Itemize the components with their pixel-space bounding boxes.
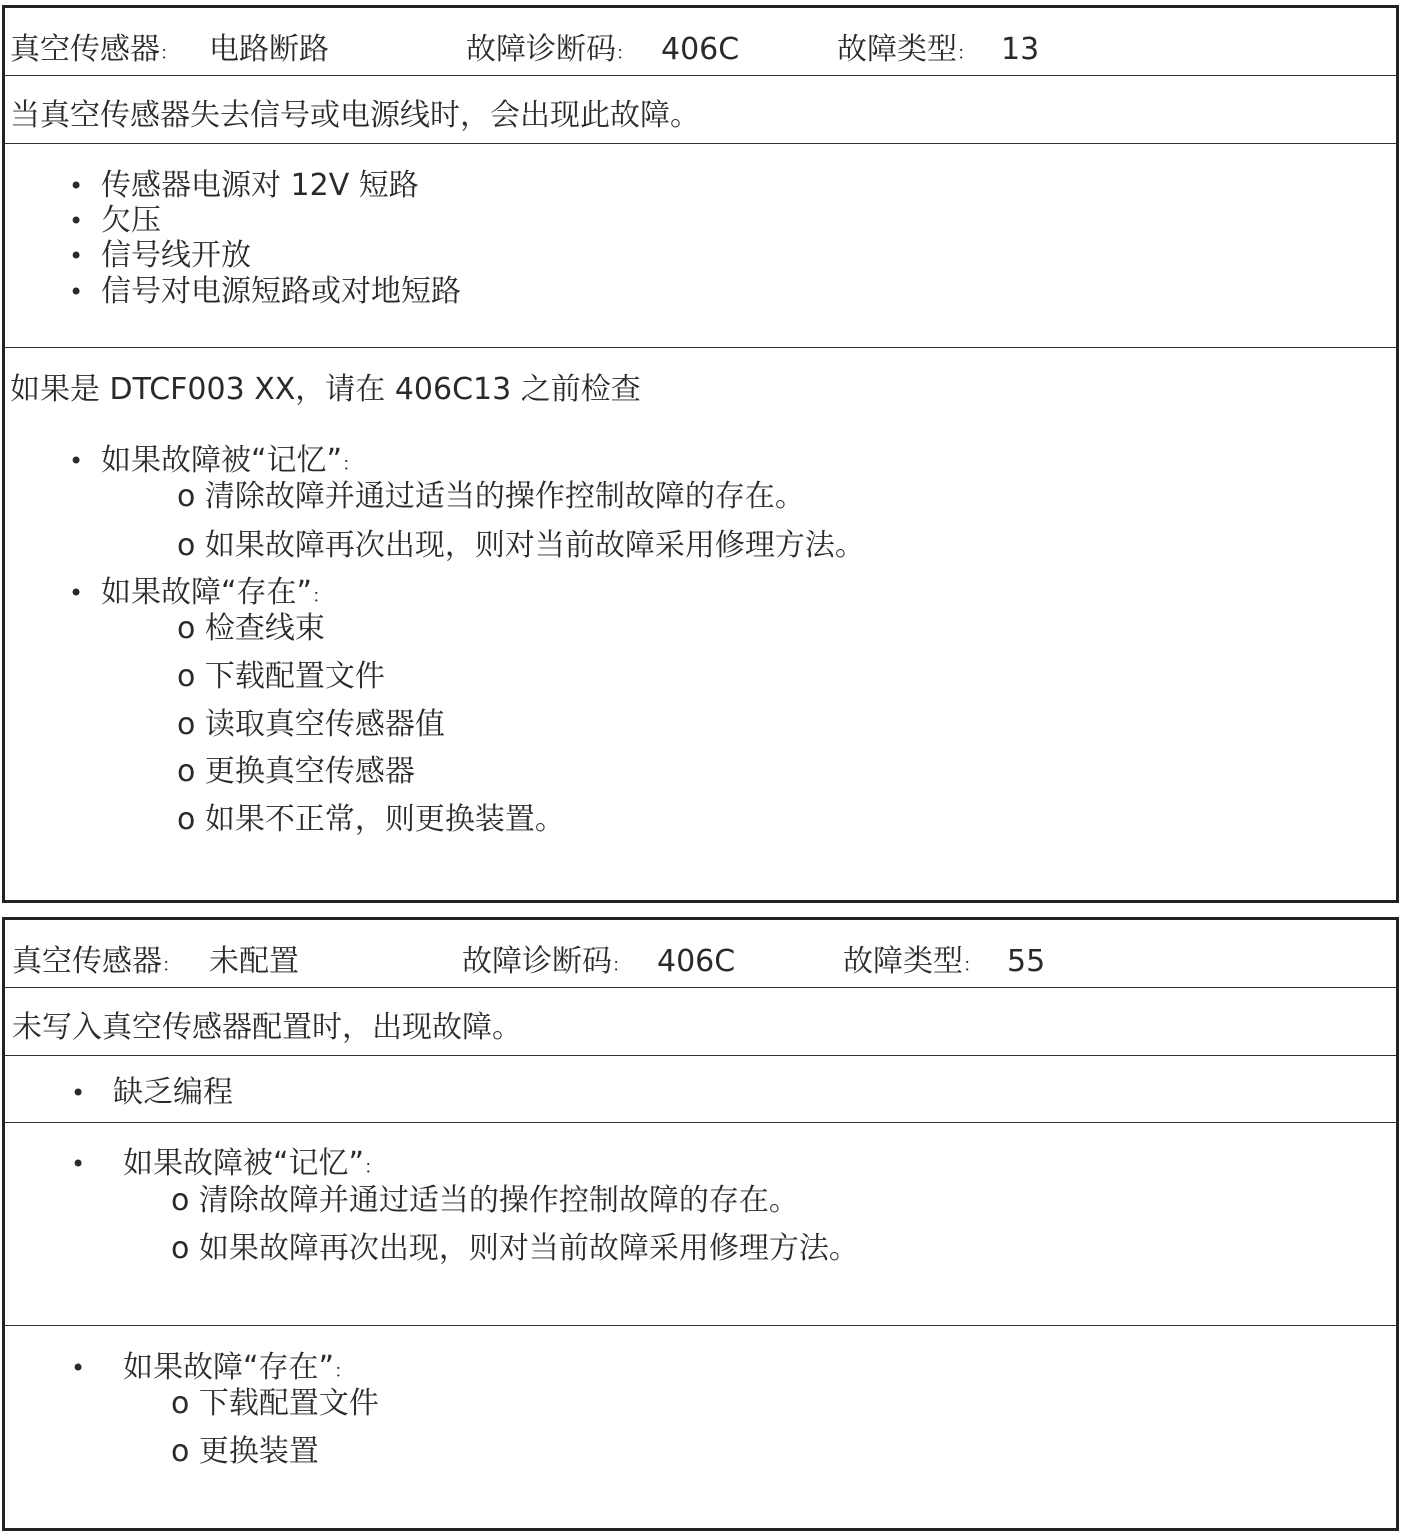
sensor-label: 真空传感器：	[12, 944, 180, 979]
code-value: 406C	[657, 944, 736, 979]
cause-list	[5, 1056, 1396, 1123]
bullet-icon: •	[69, 172, 84, 200]
bullet-icon: •	[71, 1079, 86, 1107]
fault-card-open-circuit	[2, 5, 1399, 903]
sensor-value: 电路断路	[209, 32, 329, 67]
step-item: o 清除故障并通过适当的操作控制故障的存在。	[177, 479, 805, 514]
list-item: 信号线开放	[101, 238, 251, 273]
memorized-label: 如果故障被“记忆”：	[123, 1146, 383, 1181]
code-label: 故障诊断码：	[466, 32, 634, 67]
bullet-icon: •	[69, 447, 84, 475]
fault-card-not-configured	[2, 917, 1399, 1531]
fault-header	[5, 920, 1396, 988]
step-item: o 检查线束	[177, 611, 325, 646]
step-item: o 如果不正常，则更换装置。	[177, 802, 565, 837]
step-item: o 如果故障再次出现，则对当前故障采用修理方法。	[171, 1231, 859, 1266]
bullet-icon: •	[69, 242, 84, 270]
description-text: 当真空传感器失去信号或电源线时，会出现此故障。	[10, 98, 700, 133]
step-item: o 如果故障再次出现，则对当前故障采用修理方法。	[177, 528, 865, 563]
list-item: 传感器电源对 12V 短路	[101, 168, 419, 203]
code-value: 406C	[661, 32, 740, 67]
type-label: 故障类型：	[843, 944, 981, 979]
type-value: 55	[1007, 944, 1046, 979]
list-item: 信号对电源短路或对地短路	[101, 274, 461, 309]
check-procedure	[5, 348, 1396, 900]
description-text: 未写入真空传感器配置时，出现故障。	[12, 1010, 522, 1045]
step-item: o 读取真空传感器值	[177, 707, 445, 742]
present-label: 如果故障“存在”：	[123, 1350, 353, 1385]
type-label: 故障类型：	[837, 32, 975, 67]
sensor-value: 未配置	[209, 944, 299, 979]
memorized-procedure	[5, 1123, 1396, 1326]
type-value: 13	[1001, 32, 1040, 67]
bullet-icon: •	[69, 278, 84, 306]
code-label: 故障诊断码：	[462, 944, 630, 979]
list-item: 缺乏编程	[113, 1075, 233, 1110]
present-label: 如果故障“存在”：	[101, 575, 331, 610]
step-item: o 更换装置	[171, 1434, 319, 1469]
step-item: o 下载配置文件	[177, 659, 385, 694]
bullet-icon: •	[71, 1354, 86, 1382]
memorized-label: 如果故障被“记忆”：	[101, 443, 361, 478]
cause-list	[5, 144, 1396, 348]
fault-description	[5, 988, 1396, 1056]
check-intro: 如果是 DTCF003 XX，请在 406C13 之前检查	[10, 372, 641, 407]
fault-description	[5, 76, 1396, 144]
list-item: 欠压	[101, 203, 161, 238]
fault-header	[5, 8, 1396, 76]
bullet-icon: •	[69, 579, 84, 607]
bullet-icon: •	[69, 207, 84, 235]
bullet-icon: •	[71, 1150, 86, 1178]
step-item: o 下载配置文件	[171, 1386, 379, 1421]
step-item: o 更换真空传感器	[177, 754, 415, 789]
step-item: o 清除故障并通过适当的操作控制故障的存在。	[171, 1183, 799, 1218]
sensor-label: 真空传感器：	[10, 32, 178, 67]
present-procedure	[5, 1326, 1396, 1528]
